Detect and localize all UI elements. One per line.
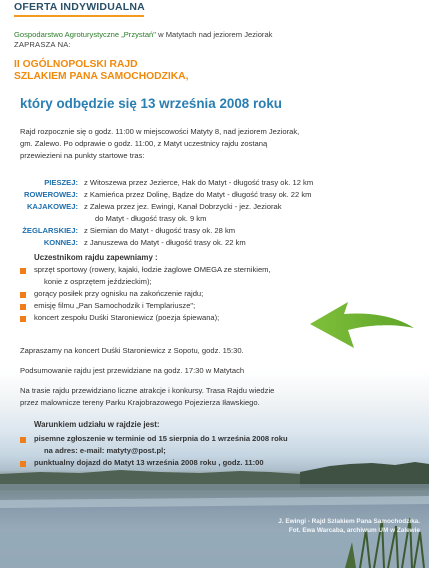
arrow-left-icon [308,298,418,354]
route-description: z Zalewa przez jez. Ewingi, Kanał Dobrzycki - jez. Jeziorak [84,202,282,211]
intro-paragraph [20,126,415,161]
route-description: z Januszewa do Matyt - długość trasy ok. 22 km [84,238,246,247]
rally-title-line-1: II OGÓLNOPOLSKI RAJD [14,59,138,70]
rally-title-line-2: SZLAKIEM PANA SAMOCHODZIKA, [14,71,189,82]
caption-line: J. Ewingi - Rajd Szlakiem Pana Samochodzika. [278,518,420,525]
bullet-icon [20,437,26,443]
bullet-icon [20,292,26,298]
route-category: KONNEJ: [43,238,78,247]
attractions-paragraph [20,385,415,409]
route-description: z Witoszewa przez Jezierce, Hak do Matyt - długość trasy ok. 12 km [84,178,314,187]
conditions-title: Warunkiem udziału w rajdzie jest: [34,420,160,429]
presents-label: ZAPRASZA NA: [14,40,71,49]
routes-list [0,178,429,250]
included-title: Uczestnikom rajdu zapewniamy : [34,253,158,262]
bullet-icon [20,304,26,310]
host-name: Gospodarstwo Agroturystyczne „Przystań" [14,30,156,39]
included-item: koncert zespołu Duśki Staroniewicz (poezja śpiewana); [34,313,220,322]
rally-date-line: który odbędzie się 13 września 2008 roku [20,96,282,111]
title-underline [14,15,144,17]
host-line [14,30,272,39]
route-category: ROWEROWEJ: [24,190,78,199]
bullet-icon [20,461,26,467]
route-description: z Kamieńca przez Dolinę, Bądze do Matyt - długość trasy ok. 22 km [84,190,312,199]
route-category: ŻEGLARSKIEJ: [22,226,78,235]
intro-line: gm. Zalewo. Po odprawie o godz. 11:00, z Matyt uczestnicy rajdu zostaną [20,138,268,148]
included-item: gorący posiłek przy ognisku na zakończenie rajdu; [34,289,204,298]
included-item-cont: konie z osprzętem jeździeckim); [44,277,152,286]
condition-item-cont: na adres: e-mail: matyty@post.pl; [44,446,166,455]
condition-item: pisemne zgłoszenie w terminie od 15 sierpnia do 1 września 2008 roku [34,434,288,443]
attractions-line: przez malownicze tereny Parku Krajobrazowego Pojezierza Iławskiego. [20,397,260,407]
intro-line: Rajd rozpocznie się o godz. 11:00 w miejscowości Matyty 8, nad jeziorem Jeziorak, [20,127,300,136]
bullet-icon [20,268,26,274]
attractions-line: Na trasie rajdu przewidziano liczne atrakcje i konkursy. Trasa Rajdu wiedzie [20,386,275,395]
concert-note: Zapraszamy na koncert Duśki Staroniewicz z Sopotu, godz. 15:30. [20,346,244,355]
route-description-cont: do Matyt - długość trasy ok. 9 km [95,214,207,223]
lake-landscape-photo [0,460,429,568]
bullet-icon [20,316,26,322]
included-item: sprzęt sportowy (rowery, kajaki, łodzie żaglowe OMEGA ze sternikiem, [34,265,271,274]
caption-line: Fot. Ewa Warcaba, archiwum UM w Zalewie [288,526,420,534]
included-item: emisję filmu „Pan Samochodzik i Templariusze"; [34,301,196,310]
photo-caption [170,518,420,535]
offer-title: OFERTA INDYWIDUALNA [14,1,145,13]
condition-item: punktualny dojazd do Matyt 13 września 2008 roku , godz. 11:00 [34,458,264,467]
host-location: w Matytach nad jeziorem Jeziorak [155,30,273,39]
route-category: PIESZEJ: [44,178,78,187]
intro-line: przewiezieni na punkty startowe tras: [20,150,145,160]
route-description: z Siemian do Matyt - długość trasy ok. 28 km [84,226,236,235]
route-category: KAJAKOWEJ: [26,202,78,211]
summary-note: Podsumowanie rajdu jest przewidziane na godz. 17:30 w Matytach [20,366,245,375]
